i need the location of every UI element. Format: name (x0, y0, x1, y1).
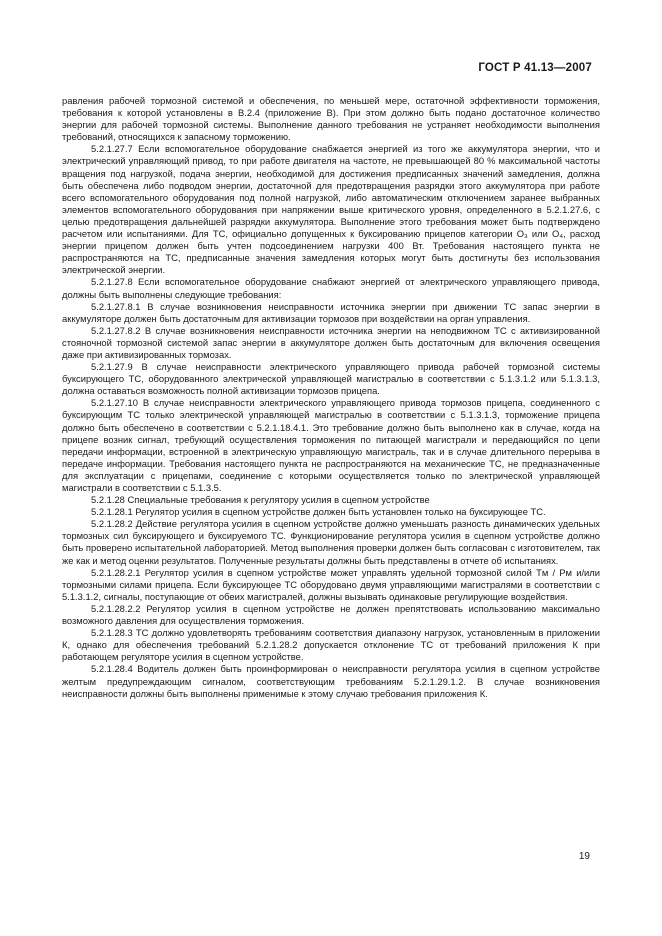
paragraph: 5.2.1.28.1 Регулятор усилия в сцепном устройстве должен быть установлен только на буксирующее ТС. (91, 506, 546, 518)
paragraph: 5.2.1.27.10 В случае неисправности электрического управляющего привода тормозов прицепа, соединенного с буксирующим ТС только электрической управляющей магистралью в соответствии с 5.1.3.1.3, торможение прицепа должно быть обеспечено в соответствии с 5.2.1.18.4.1. Это требование должно быть выполнено как в случае, когда на прицепе возник сигнал, требующий осуществления торможения по питающей магистрали и передающийся по цепи передачи информации, встроенной в электрическую управляющую магистраль, так и в случае длительного перерыва в передаче информации. Требования настоящего пункта не распространяются на механические ТС, не предназначенные для эксплуатации с прицепами, соединение с которыми осуществляется только по электрической управляющей магистрали в соответствии с 5.1.3.5. (62, 397, 600, 493)
paragraph: равления рабочей тормозной системой и обеспечения, по меньшей мере, остаточной эффективности торможения, требования к которой установлены в В.2.4 (приложение В). При этом должно быть подано достаточное количество энергии для рабочей тормозной системы. Выполнение данного требования не устраняет необходимости выполнения требований, относящихся к запасному торможению. (62, 95, 600, 143)
paragraph: 5.2.1.28.2.1 Регулятор усилия в сцепном устройстве может управлять удельной тормозной силой Tм / Pм и/или тормозными силами прицепа. Если буксирующее ТС оборудовано двумя управляющими магистралями в соответствии с 5.1.3.1.2, сигналы, поступающие от обеих магистралей, должны вызывать одинаковые регулирующие воздействия. (62, 566, 600, 602)
paragraph: 5.2.1.27.7 Если вспомогательное оборудование снабжается энергией из того же аккумулятора энергии, что и электрический управляющий привод, то при работе двигателя на частоте, не превышающей 80 % максимальной частоты вращения под нагрузкой, подача энергии, необходимой для достижения предписанных значений замедления, должна быть обеспечена либо подводом энергии, достаточной для предотвращения разрядки этого аккумулятора при работе всего вспомогательного оборудования под полной нагрузкой, либо автоматическим отключением заранее выбранных элементов вспомогательного оборудования при напряжении выше критического уровня, определенного в 5.2.1.27.6, с целью предотвращения дальнейшей разрядки аккумулятора. Выполнение этого требования может быть подтверждено расчетом или испытаниями. Для ТС, официально допущенных к буксированию прицепов категории O₃ или O₄, расход энергии прицепом должен быть учтен подсоединением нагрузки 400 Вт. Требования настоящего пункта не распространяются на ТС, предписанные значения замедления которых могут быть достигнуты без использования электрической энергии. (62, 143, 600, 276)
paragraph: 5.2.1.28.2 Действие регулятора усилия в сцепном устройстве должно уменьшать разность динамических удельных тормозных сил буксирующего и буксируемого ТС. Функционирование регулятора усилия в сцепном устройстве должно быть проверено испытательной лабораторией. Метод выполнения проверки должен быть согласован с изготовителем, так же как и метод оценки результатов. Полученные результаты должны быть представлены в отчете об испытаниях. (62, 518, 600, 566)
paragraph: 5.2.1.28.2.2 Регулятор усилия в сцепном устройстве не должен препятствовать использованию максимально возможного давления для осуществления торможения. (62, 602, 600, 627)
document-header: ГОСТ Р 41.13—2007 (478, 62, 592, 74)
paragraph: 5.2.1.28 Специальные требования к регулятору усилия в сцепном устройстве (91, 494, 430, 506)
document-body (62, 95, 600, 700)
paragraph: 5.2.1.27.8 Если вспомогательное оборудование снабжают энергией от электрического управляющего привода, должны быть выполнены следующие требования: (62, 276, 600, 300)
paragraph: 5.2.1.28.3 ТС должно удовлетворять требованиям соответствия диапазону нагрузок, установленным в приложении К, однако для обеспечения требований 5.2.1.28.2 допускается отклонение ТС от требований приложения К при работающем регуляторе усилия в сцепном устройстве. (62, 627, 600, 663)
paragraph: 5.2.1.27.9 В случае неисправности электрического управляющего привода рабочей тормозной системы буксирующего ТС, оборудованного электрической управляющей магистралью в соответствии с 5.1.3.1.2 или 5.1.3.1.3, должна оставаться возможность полной активизации тормозов прицепа. (62, 361, 600, 397)
paragraph: 5.2.1.28.4 Водитель должен быть проинформирован о неисправности регулятора усилия в сцепном устройстве желтым предупреждающим сигналом, соответствующим требованиям 5.2.1.29.1.2. В случае возникновения неисправности должны быть выполнены применимые к этому случаю требования приложения К. (62, 663, 600, 699)
paragraph: 5.2.1.27.8.2 В случае возникновения неисправности источника энергии на неподвижном ТС с активизированной стояночной тормозной системой запас энергии в аккумуляторе должен быть достаточным для включения освещения даже при активизированных тормозах. (62, 324, 600, 360)
page-number: 19 (578, 851, 590, 862)
paragraph: 5.2.1.27.8.1 В случае возникновения неисправности источника энергии при движении ТС запас энергии в аккумуляторе должен быть достаточным для активизации тормозов при воздействии на орган управления. (62, 300, 600, 324)
